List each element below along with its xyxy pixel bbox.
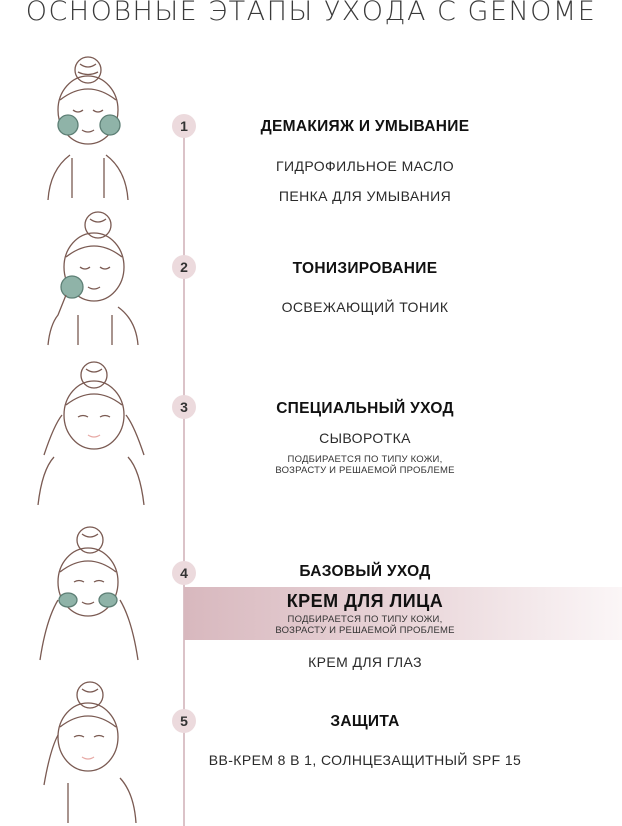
step-number-4: 4 xyxy=(172,561,196,585)
step-number-1: 1 xyxy=(172,114,196,138)
step-3-note-line-1: ПОДБИРАЕТСЯ ПО ТИПУ КОЖИ, xyxy=(287,454,443,465)
step-number-2: 2 xyxy=(172,255,196,279)
step-title-5: ЗАЩИТА xyxy=(330,713,400,730)
page-title: ОСНОВНЫЕ ЭТАПЫ УХОДА С GENOME xyxy=(25,0,597,27)
step-1-product-1: ГИДРОФИЛЬНОЕ МАСЛО xyxy=(276,158,454,174)
step-number-3: 3 xyxy=(172,395,196,419)
face-serum-illustration xyxy=(28,355,148,505)
step-1-product-2: ПЕНКА ДЛЯ УМЫВАНИЯ xyxy=(278,188,452,204)
step-4-product-1: КРЕМ ДЛЯ ГЛАЗ xyxy=(308,654,422,670)
step-3-note-line-2: ВОЗРАСТУ И РЕШАЕМОЙ ПРОБЛЕМЕ xyxy=(275,465,455,476)
step-4-highlight-product: КРЕМ ДЛЯ ЛИЦА xyxy=(286,591,444,611)
step-3-product-1: СЫВОРОТКА xyxy=(319,430,411,446)
step-4-note-line-1: ПОДБИРАЕТСЯ ПО ТИПУ КОЖИ, xyxy=(287,614,443,625)
step-title-1: ДЕМАКИЯЖ И УМЫВАНИЕ xyxy=(260,118,470,135)
step-title-4: БАЗОВЫЙ УХОД xyxy=(299,563,431,580)
face-washing-illustration xyxy=(28,50,148,200)
step-2-product-1: ОСВЕЖАЮЩИЙ ТОНИК xyxy=(281,299,449,315)
step-number-5: 5 xyxy=(172,709,196,733)
face-cream-illustration xyxy=(28,520,148,670)
step-5-product-1: ВВ-КРЕМ 8 В 1, СОЛНЦЕЗАЩИТНЫЙ SPF 15 xyxy=(208,752,522,768)
face-protection-illustration xyxy=(28,675,148,823)
step-title-3: СПЕЦИАЛЬНЫЙ УХОД xyxy=(276,400,454,417)
step-4-note-line-2: ВОЗРАСТУ И РЕШАЕМОЙ ПРОБЛЕМЕ xyxy=(275,625,455,636)
face-toning-illustration xyxy=(28,205,148,350)
step-title-2: ТОНИЗИРОВАНИЕ xyxy=(292,260,438,277)
